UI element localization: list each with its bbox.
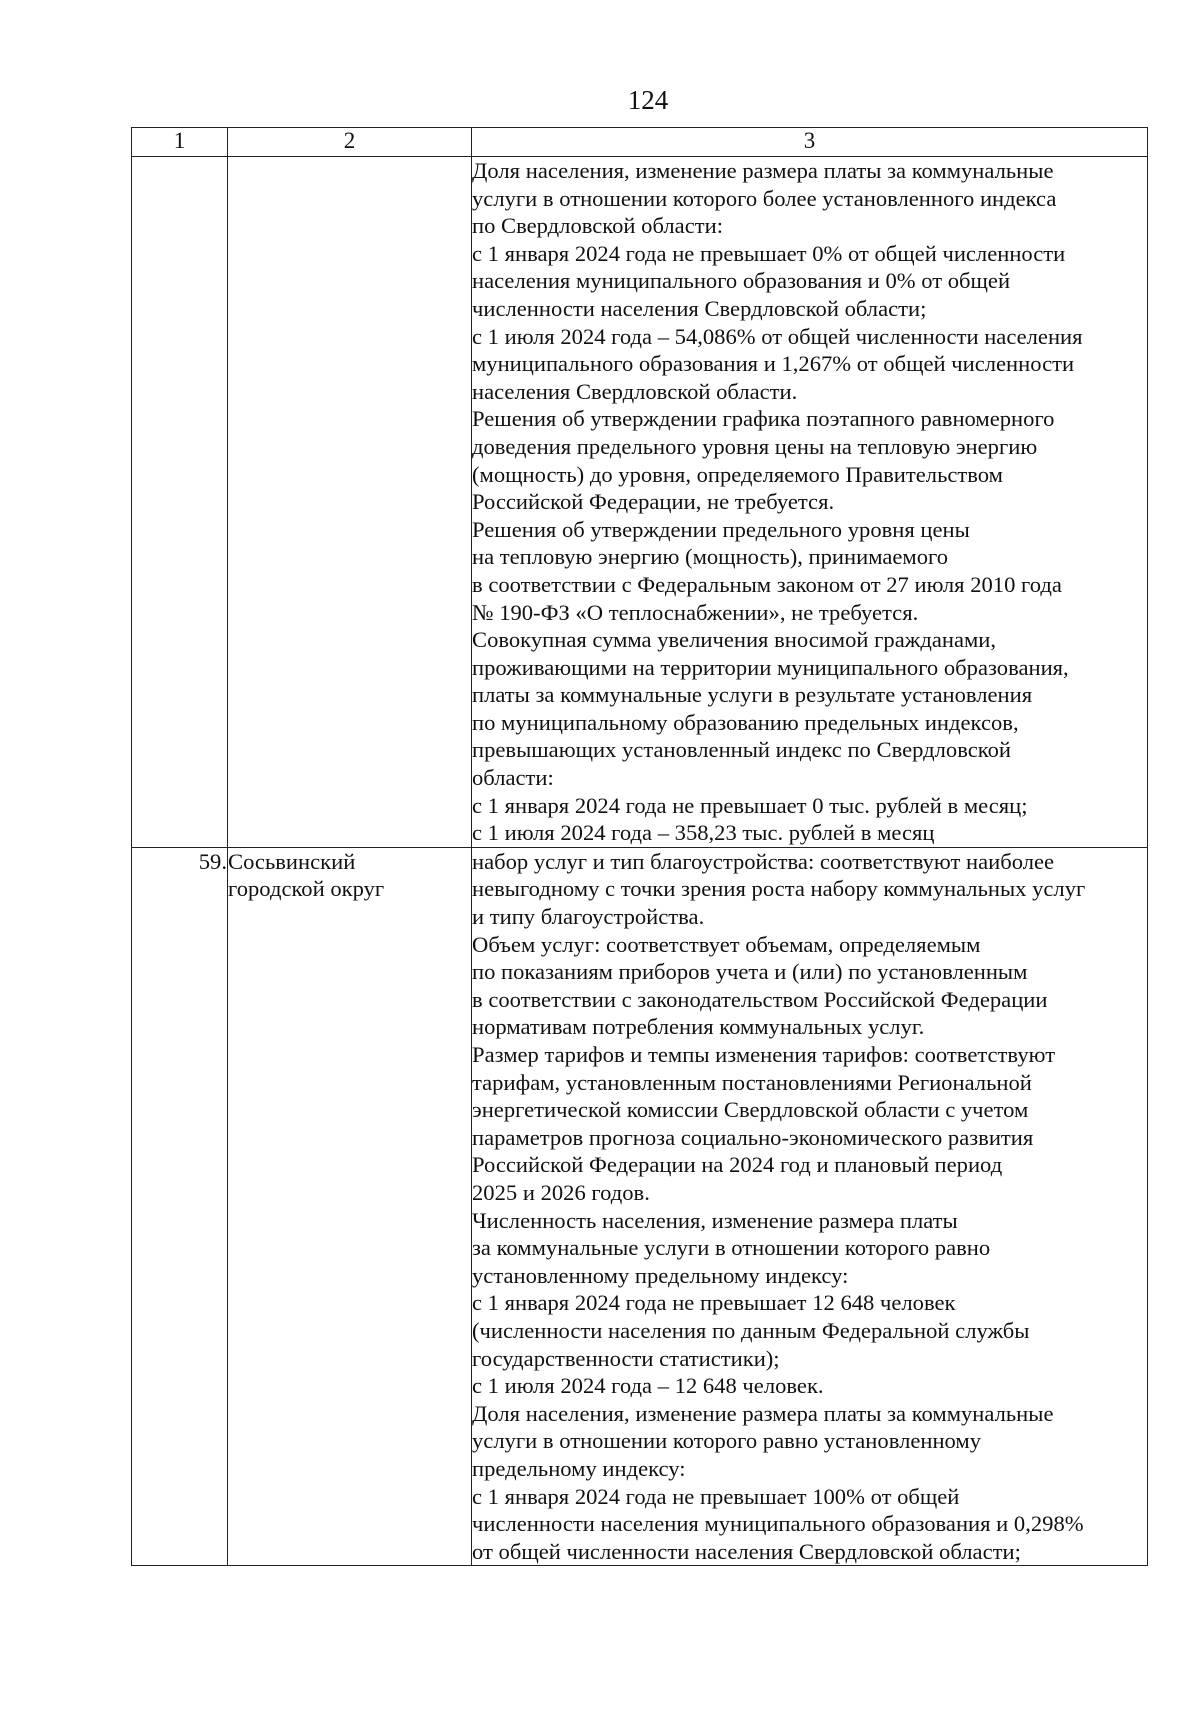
description-line: нормативам потребления коммунальных услуг. [472, 1014, 925, 1040]
table-row [132, 157, 1148, 848]
description-line: с 1 июля 2024 года – 12 648 человек. [472, 1373, 824, 1399]
description-line: с 1 января 2024 года не превышает 100% от общей [472, 1483, 960, 1509]
page-number: 124 [627, 85, 669, 115]
municipality-name-line: городской округ [228, 876, 385, 902]
description-line: в соответствии с законодательством Российской Федерации [472, 986, 1048, 1012]
description-cell [472, 157, 1148, 848]
description-line: тарифам, установленным постановлениями Региональной [472, 1069, 1032, 1095]
description-line: государственности статистики); [472, 1345, 780, 1371]
column-header-1: 1 [132, 128, 228, 157]
description-line: с 1 января 2024 года не превышает 12 648 человек [472, 1290, 956, 1316]
description-line: Численность населения, изменение размера платы [472, 1207, 958, 1233]
description-line: установленному предельному индексу: [472, 1262, 849, 1288]
description-line: платы за коммунальные услуги в результате установления [472, 682, 1033, 708]
description-line: по муниципальному образованию предельных индексов, [472, 709, 1019, 735]
description-line: численности населения муниципального образования и 0,298% [472, 1511, 1084, 1537]
description-line: с 1 января 2024 года не превышает 0 тыс. рублей в месяц; [472, 792, 1028, 818]
municipality-name-cell [228, 157, 472, 848]
description-line: предельному индексу: [472, 1455, 686, 1481]
description-line: доведения предельного уровня цены на тепловую энергию [472, 433, 1038, 459]
column-header-3: 3 [472, 128, 1148, 157]
description-line: численности населения Свердловской области; [472, 295, 927, 321]
description-line: (мощность) до уровня, определяемого Правительством [472, 461, 1003, 487]
column-header-2: 2 [228, 128, 472, 157]
description-line: от общей численности населения Свердловской области; [472, 1538, 1021, 1564]
description-line: по Свердловской области: [472, 213, 723, 239]
description-line: Размер тарифов и темпы изменения тарифов: соответствуют [472, 1042, 1056, 1067]
description-line: услуги в отношении которого равно установленному [472, 1428, 982, 1454]
description-line: муниципального образования и 1,267% от общей численности [472, 351, 1075, 377]
description-line: Объем услуг: соответствует объемам, определяемым [472, 931, 981, 957]
description-line: проживающими на территории муниципального образования, [472, 654, 1069, 680]
description-line: населения Свердловской области. [472, 378, 798, 404]
description-line: с 1 января 2024 года не превышает 0% от общей численности [472, 240, 1066, 266]
description-line: за коммунальные услуги в отношении которого равно [472, 1235, 991, 1261]
description-line: населения муниципального образования и 0% от общей [472, 268, 1011, 294]
description-line: Российской Федерации на 2024 год и плановый период [472, 1152, 1003, 1178]
municipality-name-cell [228, 847, 472, 1565]
description-line: области: [472, 765, 554, 791]
description-line: на тепловую энергию (мощность), принимаемого [472, 544, 949, 570]
description-line: № 190-ФЗ «О теплоснабжении», не требуется. [472, 599, 919, 625]
description-line: услуги в отношении которого более установленного индекса [472, 185, 1057, 211]
description-line: Доля населения, изменение размера платы за коммунальные [472, 158, 1054, 183]
description-cell [472, 847, 1148, 1565]
description-line: и типу благоустройства. [472, 904, 705, 930]
description-line: Решения об утверждении предельного уровня цены [472, 516, 970, 542]
description-line: параметров прогноза социально-экономического развития [472, 1124, 1034, 1150]
description-line: с 1 июля 2024 года – 54,086% от общей численности населения [472, 323, 1083, 349]
description-line: по показаниям приборов учета и (или) по установленным [472, 959, 1028, 985]
description-line: энергетической комиссии Свердловской области с учетом [472, 1097, 1029, 1123]
municipality-name-line: Сосьвинский [228, 848, 356, 874]
table-row [132, 847, 1148, 1565]
description-line: Решения об утверждении графика поэтапного равномерного [472, 406, 1055, 432]
description-line: Совокупная сумма увеличения вносимой гражданами, [472, 627, 997, 653]
description-line: Российской Федерации, не требуется. [472, 489, 835, 515]
description-line: превышающих установленный индекс по Свердловской [472, 737, 1011, 763]
description-line: невыгодному с точки зрения роста набору коммунальных услуг [472, 876, 1086, 902]
description-line: Доля населения, изменение размера платы за коммунальные [472, 1400, 1054, 1426]
description-line: 2025 и 2026 годов. [472, 1179, 650, 1205]
description-line: (численности населения по данным Федеральной службы [472, 1317, 1030, 1343]
description-line: с 1 июля 2024 года – 358,23 тыс. рублей в месяц [472, 820, 935, 846]
row-number-cell [132, 157, 228, 848]
description-line: в соответствии с Федеральным законом от 27 июля 2010 года [472, 571, 1062, 597]
table-header-row [132, 128, 1148, 157]
description-line: набор услуг и тип благоустройства: соответствуют наиболее [472, 848, 1055, 874]
document-table [131, 127, 1148, 1566]
row-number-cell: 59. [132, 847, 228, 1565]
